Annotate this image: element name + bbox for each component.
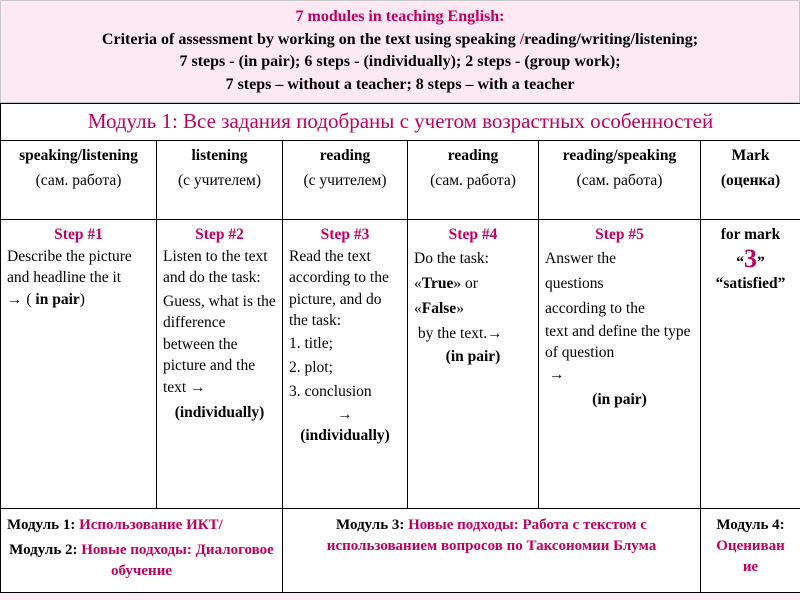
table-title: Модуль 1: Все задания подобраны с учетом возрастных особенностей (1, 104, 800, 141)
column-header (408, 141, 539, 220)
steps-row (1, 220, 800, 509)
quote-close: ” (757, 253, 765, 271)
step-1-arrow: → ( (7, 290, 36, 308)
header-steps-line: 7 steps - (in pair); 6 steps - (individually); 2 steps - (group work); (179, 53, 621, 70)
column-header (701, 141, 800, 220)
step-2-text: Guess, what is the difference between the picture and the text → (163, 292, 276, 396)
step-1-title: Step #1 (54, 226, 103, 243)
module-4-topic: Оцениван ие (716, 538, 785, 575)
modules-table (0, 103, 800, 593)
step-4-mode: (in pair) (445, 347, 501, 365)
step-4-title: Step #4 (448, 226, 498, 243)
mark-value (707, 243, 794, 274)
header-teacher-line: 7 steps – without a teacher; 8 steps – with a teacher (225, 75, 575, 93)
step-1-cell (1, 220, 157, 509)
column-head: speaking/listening (19, 147, 138, 164)
step-3-cell (283, 220, 408, 509)
mark-title: for mark (720, 226, 781, 243)
column-sub: (с учителем) (178, 172, 261, 189)
quote-open: “ (736, 253, 745, 271)
step-1-paren: ) (79, 290, 85, 308)
module-4-cell (701, 509, 800, 593)
step-2-text: Listen to the text and do the task: (163, 247, 268, 286)
true-label: True (421, 274, 454, 292)
step-1-mode-label: in pair (35, 290, 80, 308)
column-header (157, 141, 283, 220)
step-3-item: 3. conclusion (289, 382, 372, 400)
mark-label: “satisfied” (715, 275, 786, 292)
step-5-title: Step #5 (595, 226, 644, 243)
header-title: 7 modules in teaching English: (295, 8, 505, 25)
quote-open: « (414, 299, 422, 317)
step-5-mode: (in pair) (592, 391, 647, 408)
module-3-cell (283, 509, 701, 593)
criteria-text: Criteria of assessment by working on the text using speaking (101, 30, 520, 48)
step-1-mode (7, 289, 150, 311)
module-2-topic: Новые подходы: Диалоговое обучение (81, 542, 274, 579)
criteria-slash: / (519, 30, 525, 48)
step-3-text: Read the text according to the (289, 247, 389, 286)
quote-open: « (414, 274, 422, 292)
column-head: reading/speaking (562, 147, 677, 164)
header-criteria (1, 29, 799, 52)
step-5-text: questions (545, 274, 604, 292)
module-3-label: Модуль 3: (336, 517, 409, 533)
column-sub: (с учителем) (303, 172, 387, 189)
step-2-cell (157, 220, 283, 509)
step-3-item: 1. title; (289, 334, 333, 352)
step-2-title: Step #2 (195, 226, 244, 243)
step-5-text: according to the (545, 299, 645, 317)
step-3-arrow: → (337, 405, 353, 423)
column-head: Mark (731, 147, 770, 164)
step-2-mode: (individually) (174, 404, 265, 421)
module-2 (7, 540, 276, 582)
column-head: listening (191, 147, 248, 164)
step-3-mode: (individually) (300, 427, 390, 444)
module-2-label: Модуль 2: (9, 542, 82, 558)
step-5-cell (539, 220, 701, 509)
quote-close: » (456, 299, 464, 317)
step-4-text: by the text.→ (414, 324, 503, 342)
column-sub: (сам. работа) (576, 172, 663, 189)
step-4-true (414, 271, 532, 296)
step-5-text: Answer the (545, 249, 617, 267)
column-header (539, 141, 701, 220)
quote-close: » or (453, 274, 478, 292)
mark-cell (701, 220, 800, 509)
column-head: reading (447, 147, 499, 164)
module-4-label: Модуль 4: (716, 517, 785, 533)
column-sub: (оценка) (720, 172, 781, 189)
step-3-text: picture, and do the task: (289, 290, 382, 329)
header-banner (0, 0, 800, 103)
column-header (283, 141, 408, 220)
false-label: False (421, 299, 457, 317)
step-3-item: 2. plot; (289, 358, 333, 376)
modules-row (1, 509, 800, 593)
step-5-arrow: → (549, 365, 565, 383)
column-header-row (1, 141, 800, 220)
module-1-topic: Использование ИКТ/ (79, 517, 223, 533)
step-4-cell (408, 220, 539, 509)
column-head: reading (319, 147, 371, 164)
step-5-text: text and define the type of question (545, 322, 691, 361)
modules-1-2-cell (1, 509, 283, 593)
module-1-label: Модуль 1: (7, 517, 80, 533)
step-1-text: Describe the picture (7, 247, 132, 265)
step-1-text: and headline the it (7, 269, 122, 286)
column-sub: (сам. работа) (35, 172, 122, 189)
step-4-false (414, 296, 532, 321)
step-4-text: Do the task: (414, 249, 489, 267)
mark-number: 3 (744, 243, 758, 273)
criteria-skills: reading/writing/listening; (524, 30, 699, 48)
bottom-stripe (0, 593, 800, 600)
module-3-topic: Новые подходы: Работа с текстом с использованием вопросов по Таксономии Блума (326, 517, 657, 554)
step-3-title: Step #3 (320, 226, 370, 243)
module-1 (7, 515, 276, 536)
column-sub: (сам. работа) (430, 172, 516, 189)
column-header (1, 141, 157, 220)
